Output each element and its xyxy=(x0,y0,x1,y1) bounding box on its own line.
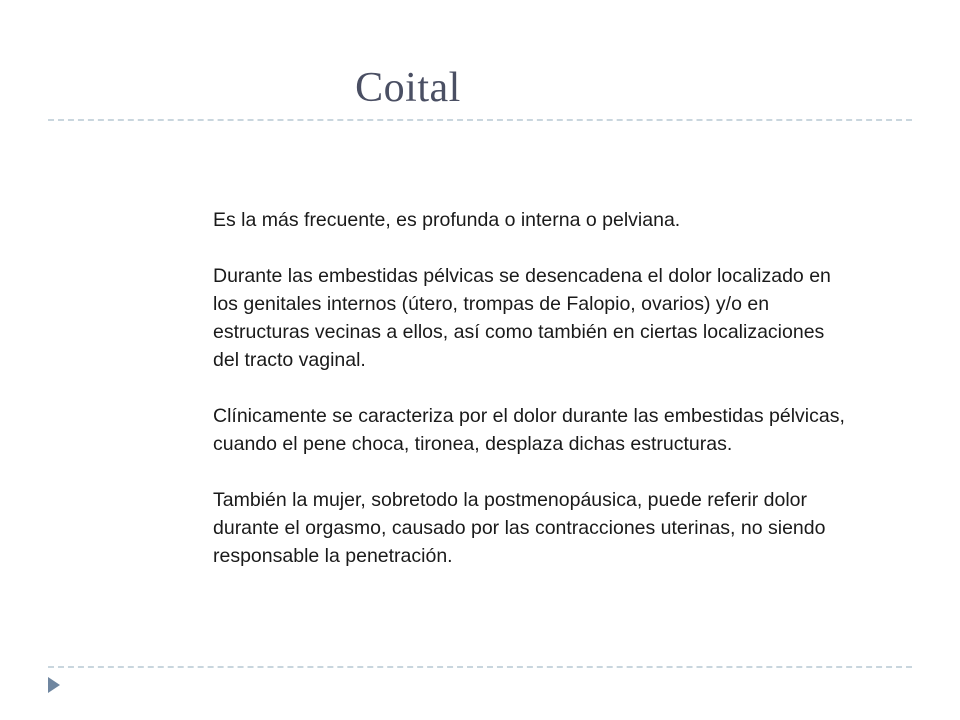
slide-title: Coital xyxy=(355,65,461,111)
paragraph: Clínicamente se caracteriza por el dolor durante las embestidas pélvicas, cuando el pene choca, tironea, desplaza dichas estructuras. xyxy=(213,405,845,455)
triangle-bullet-icon xyxy=(48,677,60,693)
paragraph: Durante las embestidas pélvicas se desencadena el dolor localizado en los genitales internos (útero, trompas de Falopio, ovarios) y/o en estructuras vecinas a ellos, así como también en ciertas localizaciones del tracto vaginal. xyxy=(213,265,831,371)
paragraph: Es la más frecuente, es profunda o interna o pelviana. xyxy=(213,209,681,231)
bottom-divider xyxy=(48,666,912,668)
top-divider xyxy=(48,119,912,121)
slide-body xyxy=(213,206,853,598)
paragraph: También la mujer, sobretodo la postmenopáusica, puede referir dolor durante el orgasmo, causado por las contracciones uterinas, no siendo responsable la penetración. xyxy=(213,489,826,567)
